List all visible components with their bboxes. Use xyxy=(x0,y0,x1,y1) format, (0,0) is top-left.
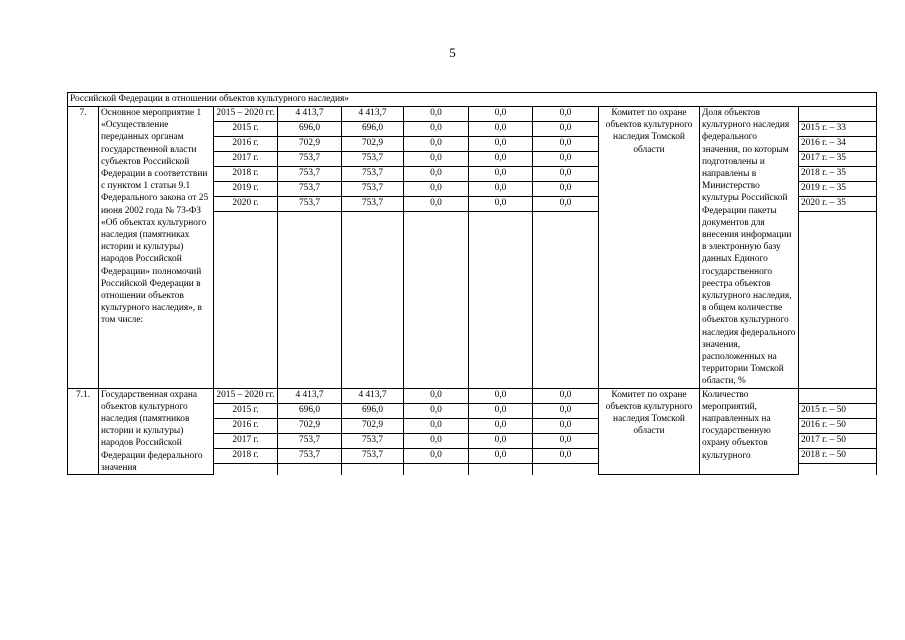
target-value-cell: 2017 г. – 50 xyxy=(799,433,877,448)
regional-amount-cell: 0,0 xyxy=(404,418,469,433)
regional-amount-cell: 0,0 xyxy=(404,122,469,137)
federal-amount-cell: 753,7 xyxy=(342,182,404,197)
empty-cell xyxy=(533,212,599,389)
empty-cell xyxy=(342,212,404,389)
total-amount-cell: 753,7 xyxy=(278,197,342,212)
local-amount-cell: 0,0 xyxy=(469,197,533,212)
page-number: 5 xyxy=(449,45,456,60)
indicator-cell: Доля объектов культурного наследия федерального значения, по которым подготовлены и направлены в Министерство культуры Российской Федерации пакеты документов для внесения информации в электронную базу данных Единого государственного реестра объектов культурного наследия, в общем количестве объектов культурного наследия федерального значения, расположенных на территории Томской области, % xyxy=(700,107,799,389)
other-amount-cell: 0,0 xyxy=(533,403,599,418)
other-amount-cell: 0,0 xyxy=(533,197,599,212)
target-value-cell xyxy=(799,388,877,403)
other-amount-cell: 0,0 xyxy=(533,418,599,433)
executor-cell: Комитет по охране объектов культурного наследия Томской области xyxy=(599,388,700,474)
target-value-cell: 2016 г. – 34 xyxy=(799,137,877,152)
other-amount-cell: 0,0 xyxy=(533,137,599,152)
target-value-cell: 2016 г. – 50 xyxy=(799,418,877,433)
federal-amount-cell: 753,7 xyxy=(342,448,404,463)
total-amount-cell: 753,7 xyxy=(278,433,342,448)
local-amount-cell: 0,0 xyxy=(469,182,533,197)
other-amount-cell: 0,0 xyxy=(533,167,599,182)
empty-cell xyxy=(278,463,342,474)
other-amount-cell: 0,0 xyxy=(533,182,599,197)
local-amount-cell: 0,0 xyxy=(469,418,533,433)
executor-cell: Комитет по охране объектов культурного наследия Томской области xyxy=(599,107,700,389)
period-cell: 2015 г. xyxy=(214,403,278,418)
regional-amount-cell: 0,0 xyxy=(404,197,469,212)
item-number: 7.1. xyxy=(68,388,99,474)
empty-cell xyxy=(404,212,469,389)
target-value-cell: 2018 г. – 35 xyxy=(799,167,877,182)
period-cell: 2017 г. xyxy=(214,152,278,167)
regional-amount-cell: 0,0 xyxy=(404,137,469,152)
empty-cell xyxy=(214,212,278,389)
item-number: 7. xyxy=(68,107,99,389)
period-cell: 2015 – 2020 гг. xyxy=(214,388,278,403)
period-cell: 2016 г. xyxy=(214,418,278,433)
regional-amount-cell: 0,0 xyxy=(404,152,469,167)
local-amount-cell: 0,0 xyxy=(469,167,533,182)
total-amount-cell: 4 413,7 xyxy=(278,107,342,122)
table-row xyxy=(68,388,877,403)
item-name: Основное мероприятие 1 «Осуществление переданных органам государственной власти субъектов Российской Федерации в соответствии с пунктом 1 статьи 9.1 Федерального закона от 25 июня 2002 года № 73-ФЗ «Об объектах культурного наследия (памятниках истории и культуры) народов Российской Федерации» полномочий Российской Федерации в отношении объектов культурного наследия», в том числе: xyxy=(99,107,214,389)
local-amount-cell: 0,0 xyxy=(469,122,533,137)
federal-amount-cell: 4 413,7 xyxy=(342,107,404,122)
local-amount-cell: 0,0 xyxy=(469,388,533,403)
federal-amount-cell: 753,7 xyxy=(342,167,404,182)
regional-amount-cell: 0,0 xyxy=(404,182,469,197)
empty-cell xyxy=(469,212,533,389)
federal-amount-cell: 4 413,7 xyxy=(342,388,404,403)
total-amount-cell: 702,9 xyxy=(278,137,342,152)
total-amount-cell: 696,0 xyxy=(278,403,342,418)
period-cell: 2018 г. xyxy=(214,167,278,182)
federal-amount-cell: 696,0 xyxy=(342,122,404,137)
target-value-cell xyxy=(799,107,877,122)
item-name: Государственная охрана объектов культурного наследия (памятников истории и культуры) народов Российской Федерации федерального значения xyxy=(99,388,214,474)
target-value-cell: 2015 г. – 33 xyxy=(799,122,877,137)
target-value-cell: 2015 г. – 50 xyxy=(799,403,877,418)
target-value-cell: 2019 г. – 35 xyxy=(799,182,877,197)
regional-amount-cell: 0,0 xyxy=(404,107,469,122)
period-cell: 2015 – 2020 гг. xyxy=(214,107,278,122)
regional-amount-cell: 0,0 xyxy=(404,448,469,463)
regional-amount-cell: 0,0 xyxy=(404,167,469,182)
indicator-cell: Количество мероприятий, направленных на государственную охрану объектов культурного xyxy=(700,388,799,474)
empty-cell xyxy=(278,212,342,389)
target-value-cell: 2018 г. – 50 xyxy=(799,448,877,463)
regional-amount-cell: 0,0 xyxy=(404,388,469,403)
empty-cell xyxy=(469,463,533,474)
total-amount-cell: 696,0 xyxy=(278,122,342,137)
local-amount-cell: 0,0 xyxy=(469,433,533,448)
continuation-header: Российской Федерации в отношении объектов культурного наследия» xyxy=(68,93,877,107)
empty-cell xyxy=(533,463,599,474)
local-amount-cell: 0,0 xyxy=(469,448,533,463)
total-amount-cell: 753,7 xyxy=(278,448,342,463)
period-cell: 2016 г. xyxy=(214,137,278,152)
period-cell: 2017 г. xyxy=(214,433,278,448)
empty-cell xyxy=(214,463,278,474)
local-amount-cell: 0,0 xyxy=(469,107,533,122)
period-cell: 2015 г. xyxy=(214,122,278,137)
total-amount-cell: 702,9 xyxy=(278,418,342,433)
target-value-cell: 2020 г. – 35 xyxy=(799,197,877,212)
table-row xyxy=(68,107,877,122)
federal-amount-cell: 696,0 xyxy=(342,403,404,418)
program-table xyxy=(67,92,877,475)
federal-amount-cell: 702,9 xyxy=(342,418,404,433)
period-cell: 2018 г. xyxy=(214,448,278,463)
period-cell: 2020 г. xyxy=(214,197,278,212)
regional-amount-cell: 0,0 xyxy=(404,403,469,418)
period-cell: 2019 г. xyxy=(214,182,278,197)
local-amount-cell: 0,0 xyxy=(469,137,533,152)
target-value-cell: 2017 г. – 35 xyxy=(799,152,877,167)
other-amount-cell: 0,0 xyxy=(533,388,599,403)
federal-amount-cell: 753,7 xyxy=(342,152,404,167)
local-amount-cell: 0,0 xyxy=(469,403,533,418)
empty-cell xyxy=(342,463,404,474)
regional-amount-cell: 0,0 xyxy=(404,433,469,448)
empty-cell xyxy=(799,463,877,474)
federal-amount-cell: 753,7 xyxy=(342,433,404,448)
local-amount-cell: 0,0 xyxy=(469,152,533,167)
other-amount-cell: 0,0 xyxy=(533,152,599,167)
total-amount-cell: 753,7 xyxy=(278,167,342,182)
empty-cell xyxy=(404,463,469,474)
total-amount-cell: 753,7 xyxy=(278,152,342,167)
other-amount-cell: 0,0 xyxy=(533,448,599,463)
federal-amount-cell: 753,7 xyxy=(342,197,404,212)
other-amount-cell: 0,0 xyxy=(533,122,599,137)
federal-amount-cell: 702,9 xyxy=(342,137,404,152)
empty-cell xyxy=(799,212,877,389)
other-amount-cell: 0,0 xyxy=(533,107,599,122)
total-amount-cell: 4 413,7 xyxy=(278,388,342,403)
other-amount-cell: 0,0 xyxy=(533,433,599,448)
total-amount-cell: 753,7 xyxy=(278,182,342,197)
